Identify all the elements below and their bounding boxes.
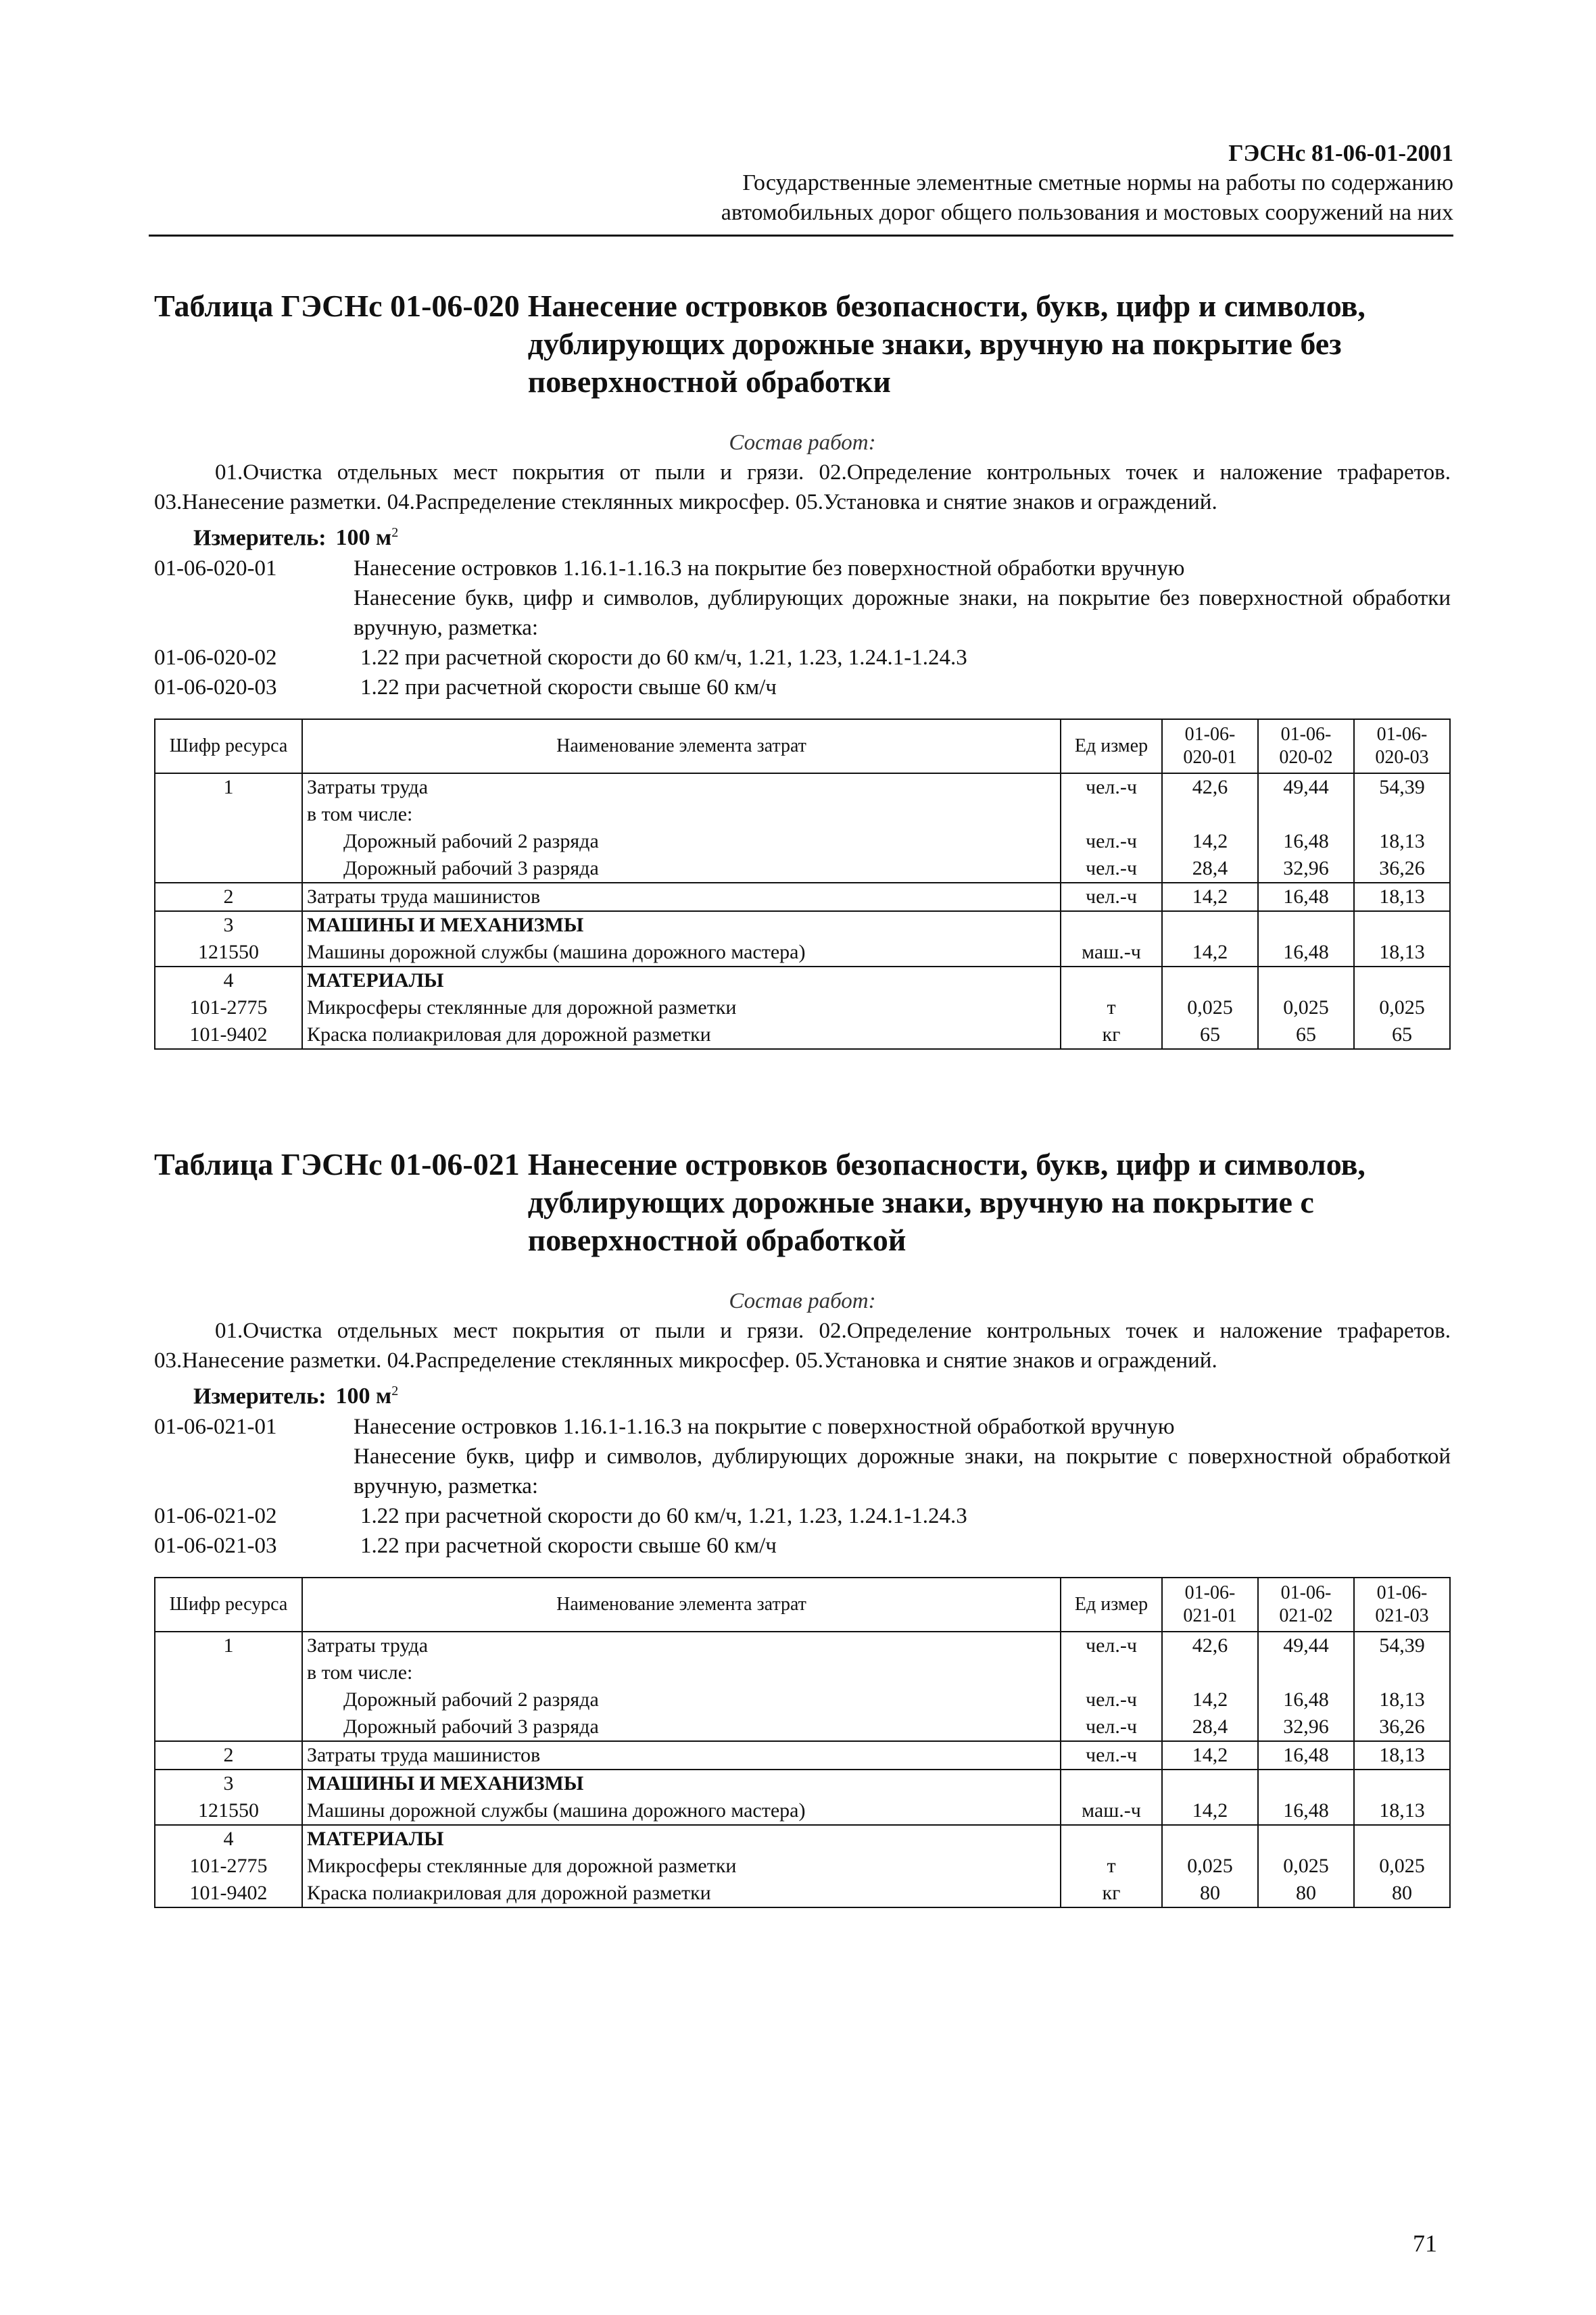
resource-unit (1061, 911, 1162, 967)
value-col-3 (1354, 773, 1450, 883)
resource-table (154, 1577, 1451, 1908)
line: 28,4 (1192, 1715, 1228, 1738)
table-row (155, 1770, 1450, 1825)
line (1061, 1659, 1161, 1686)
value-col-3 (1354, 911, 1450, 967)
line: т (1107, 996, 1116, 1019)
norm-code: 01-06-020-03 (154, 675, 277, 700)
line: 18,13 (1379, 1688, 1425, 1711)
value-col-2 (1258, 1632, 1354, 1741)
resource-code (155, 1825, 302, 1907)
line (1163, 1826, 1257, 1853)
header-code: ГЭСНс 81-06-01-2001 (1228, 140, 1453, 166)
line: чел.-ч (1086, 1688, 1137, 1711)
line: 16,48 (1283, 941, 1329, 964)
resource-name (302, 773, 1061, 883)
measure-label: Измеритель: (193, 1384, 327, 1409)
section-heading: МАШИНЫ И МЕХАНИЗМЫ (307, 1772, 584, 1795)
col-head-norm-1: 01-06- 021-01 (1162, 1578, 1258, 1632)
line (1163, 967, 1257, 994)
value-col-3: 18,13 (1354, 883, 1450, 911)
line: 36,26 (1379, 1715, 1425, 1738)
measure-sup: 2 (391, 525, 399, 540)
resource-unit: чел.-ч (1061, 1741, 1162, 1770)
norm-row (154, 1412, 1451, 1442)
line: т (1107, 1855, 1116, 1878)
line: Краска полиакриловая для дорожной разметки (307, 1882, 711, 1905)
value-col-3 (1354, 1632, 1450, 1741)
line: 65 (1392, 1023, 1412, 1046)
norm-section-021 (154, 1146, 1451, 1908)
line: 0,025 (1187, 996, 1233, 1019)
line: 36,26 (1379, 857, 1425, 880)
table-row (155, 1825, 1450, 1907)
line (1355, 912, 1449, 939)
measure-value: 100 м (335, 525, 392, 551)
line (1163, 1659, 1257, 1686)
col-head-name: Наименование элемента затрат (302, 719, 1061, 773)
line: Машины дорожной службы (машина дорожного мастера) (307, 941, 806, 964)
line: 18,13 (1379, 1799, 1425, 1822)
line: 101-9402 (189, 1882, 268, 1905)
col-head-unit: Ед измер (1061, 719, 1162, 773)
line: 3 (223, 1772, 234, 1795)
section-title (154, 287, 1451, 401)
line: 101-2775 (189, 1855, 268, 1878)
table-header-row (155, 1578, 1450, 1632)
col-head-code: Шифр ресурса (155, 719, 302, 773)
line: 14,2 (1192, 1688, 1228, 1711)
line (1163, 912, 1257, 939)
title-text: Нанесение островков безопасности, букв, цифр и символов, дублирующих дорожные знаки, вручную на покрытие с поверхностной обработкой (527, 1147, 1365, 1257)
line: 101-9402 (189, 1023, 268, 1046)
line: 65 (1200, 1023, 1220, 1046)
norm-row (154, 673, 1451, 702)
title-text: Нанесение островков безопасности, букв, цифр и символов, дублирующих дорожные знаки, вручную на покрытие без поверхностной обработки (527, 289, 1365, 399)
line: чел.-ч (1086, 776, 1137, 799)
value-col-2 (1258, 1825, 1354, 1907)
value-col-1 (1162, 773, 1258, 883)
line: 54,39 (1379, 776, 1425, 799)
value-col-1: 14,2 (1162, 1741, 1258, 1770)
header-line-1: Государственные элементные сметные нормы на работы по содержанию (742, 170, 1453, 195)
line: чел.-ч (1086, 830, 1137, 853)
line: Дорожный рабочий 2 разряда (343, 1688, 599, 1711)
col-head-norm-3: 01-06- 020-03 (1354, 719, 1450, 773)
line: 32,96 (1283, 857, 1329, 880)
value-col-2 (1258, 1770, 1354, 1825)
table-row (155, 911, 1450, 967)
col-head-norm-1: 01-06- 020-01 (1162, 719, 1258, 773)
value-col-2 (1258, 967, 1354, 1049)
measure-unit (154, 1375, 1451, 1412)
line: Затраты труда (307, 776, 429, 799)
norm-desc: 1.22 при расчетной скорости до 60 км/ч, 1.21, 1.23, 1.24.1-1.24.3 (360, 645, 967, 671)
line (1355, 1659, 1449, 1686)
resource-code: 2 (155, 883, 302, 911)
norm-code: 01-06-020-01 (154, 556, 277, 581)
value-col-1 (1162, 967, 1258, 1049)
resource-name (302, 911, 1061, 967)
value-col-1 (1162, 1825, 1258, 1907)
line: маш.-ч (1082, 941, 1141, 964)
line: чел.-ч (1086, 1715, 1137, 1738)
resource-code: 1 (155, 773, 302, 883)
line (1061, 912, 1161, 939)
line: маш.-ч (1082, 1799, 1141, 1822)
line: 0,025 (1379, 996, 1425, 1019)
line: 49,44 (1283, 776, 1329, 799)
work-composition-text: 01.Очистка отдельных мест покрытия от пыли и грязи. 02.Определение контрольных точек и наложение трафаретов. 03.Нанесение разметки. 04.Распределение стеклянных микросфер. 05.Установка и снятие знаков и ограждений. (154, 1319, 1451, 1373)
line (1259, 1659, 1353, 1686)
section-title (154, 1146, 1451, 1259)
line: 121550 (198, 1799, 259, 1822)
line: чел.-ч (1086, 857, 1137, 880)
line: 16,48 (1283, 830, 1329, 853)
value-col-3: 18,13 (1354, 1741, 1450, 1770)
section-heading: МАТЕРИАЛЫ (307, 969, 444, 992)
line (1163, 801, 1257, 828)
line: Дорожный рабочий 3 разряда (343, 1715, 599, 1738)
resource-unit: чел.-ч (1061, 883, 1162, 911)
line: 121550 (198, 941, 259, 964)
table-row (155, 883, 1450, 911)
line (1355, 1826, 1449, 1853)
resource-unit (1061, 1632, 1162, 1741)
norm-desc: Нанесение островков 1.16.1-1.16.3 на покрытие с поверхностной обработкой вручную (354, 1415, 1175, 1440)
value-col-3 (1354, 1770, 1450, 1825)
resource-code: 2 (155, 1741, 302, 1770)
line: 16,48 (1283, 1799, 1329, 1822)
running-header (149, 139, 1453, 228)
title-prefix: Таблица ГЭСНс 01-06-021 (154, 1147, 520, 1181)
resource-table (154, 718, 1451, 1050)
resource-unit (1061, 1825, 1162, 1907)
line: 28,4 (1192, 857, 1228, 880)
resource-unit (1061, 773, 1162, 883)
line (1061, 967, 1161, 994)
norm-row (154, 643, 1451, 673)
line (1061, 1826, 1161, 1853)
col-head-norm-2: 01-06- 020-02 (1258, 719, 1354, 773)
line: 14,2 (1192, 941, 1228, 964)
value-col-2 (1258, 911, 1354, 967)
norm-code: 01-06-021-03 (154, 1534, 277, 1559)
line: в том числе: (307, 803, 413, 826)
resource-name: Затраты труда машинистов (302, 1741, 1061, 1770)
line: Краска полиакриловая для дорожной разметки (307, 1023, 711, 1046)
table-row (155, 1632, 1450, 1741)
line: 65 (1296, 1023, 1316, 1046)
col-head-unit: Ед измер (1061, 1578, 1162, 1632)
norm-row (154, 554, 1451, 583)
line (1259, 1826, 1353, 1853)
col-head-norm-3: 01-06- 021-03 (1354, 1578, 1450, 1632)
resource-name (302, 967, 1061, 1049)
value-col-1 (1162, 1632, 1258, 1741)
value-col-2 (1258, 773, 1354, 883)
line: 42,6 (1192, 776, 1228, 799)
header-line-2: автомобильных дорог общего пользования и мостовых сооружений на них (721, 200, 1453, 225)
line (1061, 801, 1161, 828)
line: 101-2775 (189, 996, 268, 1019)
line: Дорожный рабочий 3 разряда (343, 857, 599, 880)
measure-unit (154, 517, 1451, 554)
table-header-row (155, 719, 1450, 773)
resource-unit (1061, 967, 1162, 1049)
line: Микросферы стеклянные для дорожной разметки (307, 1855, 737, 1878)
col-head-name: Наименование элемента затрат (302, 1578, 1061, 1632)
col-head-norm-2: 01-06- 021-02 (1258, 1578, 1354, 1632)
norm-code: 01-06-021-01 (154, 1415, 277, 1440)
value-col-2: 16,48 (1258, 1741, 1354, 1770)
resource-unit (1061, 1770, 1162, 1825)
value-col-3 (1354, 967, 1450, 1049)
line: кг (1102, 1023, 1121, 1046)
measure-value: 100 м (335, 1384, 392, 1409)
line: 16,48 (1283, 1688, 1329, 1711)
line: Машины дорожной службы (машина дорожного мастера) (307, 1799, 806, 1822)
table-row (155, 773, 1450, 883)
line: 14,2 (1192, 830, 1228, 853)
header-divider (149, 235, 1453, 237)
measure-sup: 2 (391, 1384, 399, 1398)
line: чел.-ч (1086, 1634, 1137, 1657)
value-col-1 (1162, 911, 1258, 967)
col-head-code: Шифр ресурса (155, 1578, 302, 1632)
line: 18,13 (1379, 830, 1425, 853)
norm-row (154, 1501, 1451, 1531)
section-heading: МАШИНЫ И МЕХАНИЗМЫ (307, 914, 584, 937)
title-prefix: Таблица ГЭСНс 01-06-020 (154, 289, 520, 323)
line: Микросферы стеклянные для дорожной разметки (307, 996, 737, 1019)
table-row (155, 1741, 1450, 1770)
work-composition-label: Состав работ: (729, 1289, 876, 1313)
norm-group-desc: Нанесение букв, цифр и символов, дублирующих дорожные знаки, на покрытие с поверхностной обработкой вручную, разметка: (354, 1444, 1451, 1499)
line (1259, 1770, 1353, 1797)
line: 0,025 (1283, 996, 1329, 1019)
line: 4 (223, 1828, 234, 1851)
line (1259, 912, 1353, 939)
section-heading: МАТЕРИАЛЫ (307, 1828, 444, 1851)
measure-label: Измеритель: (193, 525, 327, 551)
line: кг (1102, 1882, 1121, 1905)
resource-code (155, 1770, 302, 1825)
line: 80 (1392, 1882, 1412, 1905)
norm-code: 01-06-021-02 (154, 1504, 277, 1529)
line: 32,96 (1283, 1715, 1329, 1738)
line: 4 (223, 969, 234, 992)
resource-name (302, 1632, 1061, 1741)
norm-desc: Нанесение островков 1.16.1-1.16.3 на покрытие без поверхностной обработки вручную (354, 556, 1185, 581)
resource-code: 1 (155, 1632, 302, 1741)
norm-row (154, 1531, 1451, 1561)
work-composition-text: 01.Очистка отдельных мест покрытия от пыли и грязи. 02.Определение контрольных точек и наложение трафаретов. 03.Нанесение разметки. 04.Распределение стеклянных микросфер. 05.Установка и снятие знаков и ограждений. (154, 460, 1451, 514)
resource-code (155, 911, 302, 967)
resource-name (302, 1825, 1061, 1907)
line (1259, 801, 1353, 828)
resource-name (302, 1770, 1061, 1825)
line: 0,025 (1379, 1855, 1425, 1878)
line: 49,44 (1283, 1634, 1329, 1657)
line: 14,2 (1192, 1799, 1228, 1822)
work-composition-label: Состав работ: (729, 431, 876, 455)
line: 80 (1296, 1882, 1316, 1905)
norm-code: 01-06-020-02 (154, 645, 277, 671)
norm-group-desc: Нанесение букв, цифр и символов, дублирующих дорожные знаки, на покрытие без поверхностной обработки вручную, разметка: (354, 586, 1451, 641)
page-number: 71 (1413, 2230, 1437, 2257)
line (1355, 801, 1449, 828)
line: 0,025 (1283, 1855, 1329, 1878)
value-col-2: 16,48 (1258, 883, 1354, 911)
norm-desc: 1.22 при расчетной скорости свыше 60 км/ч (360, 1534, 777, 1559)
table-row (155, 967, 1450, 1049)
value-col-1 (1162, 1770, 1258, 1825)
line (1259, 967, 1353, 994)
line: 42,6 (1192, 1634, 1228, 1657)
value-col-1: 14,2 (1162, 883, 1258, 911)
line: 54,39 (1379, 1634, 1425, 1657)
line: 3 (223, 914, 234, 937)
value-col-3 (1354, 1825, 1450, 1907)
resource-name: Затраты труда машинистов (302, 883, 1061, 911)
line (1355, 967, 1449, 994)
line (1163, 1770, 1257, 1797)
resource-code (155, 967, 302, 1049)
line (1355, 1770, 1449, 1797)
line: 0,025 (1187, 1855, 1233, 1878)
norm-desc: 1.22 при расчетной скорости до 60 км/ч, 1.21, 1.23, 1.24.1-1.24.3 (360, 1504, 967, 1529)
line: Затраты труда (307, 1634, 429, 1657)
line: в том числе: (307, 1661, 413, 1684)
norm-section-020 (154, 287, 1451, 1050)
norm-desc: 1.22 при расчетной скорости свыше 60 км/ч (360, 675, 777, 700)
line: Дорожный рабочий 2 разряда (343, 830, 599, 853)
line: 18,13 (1379, 941, 1425, 964)
line: 80 (1200, 1882, 1220, 1905)
line (1061, 1770, 1161, 1797)
